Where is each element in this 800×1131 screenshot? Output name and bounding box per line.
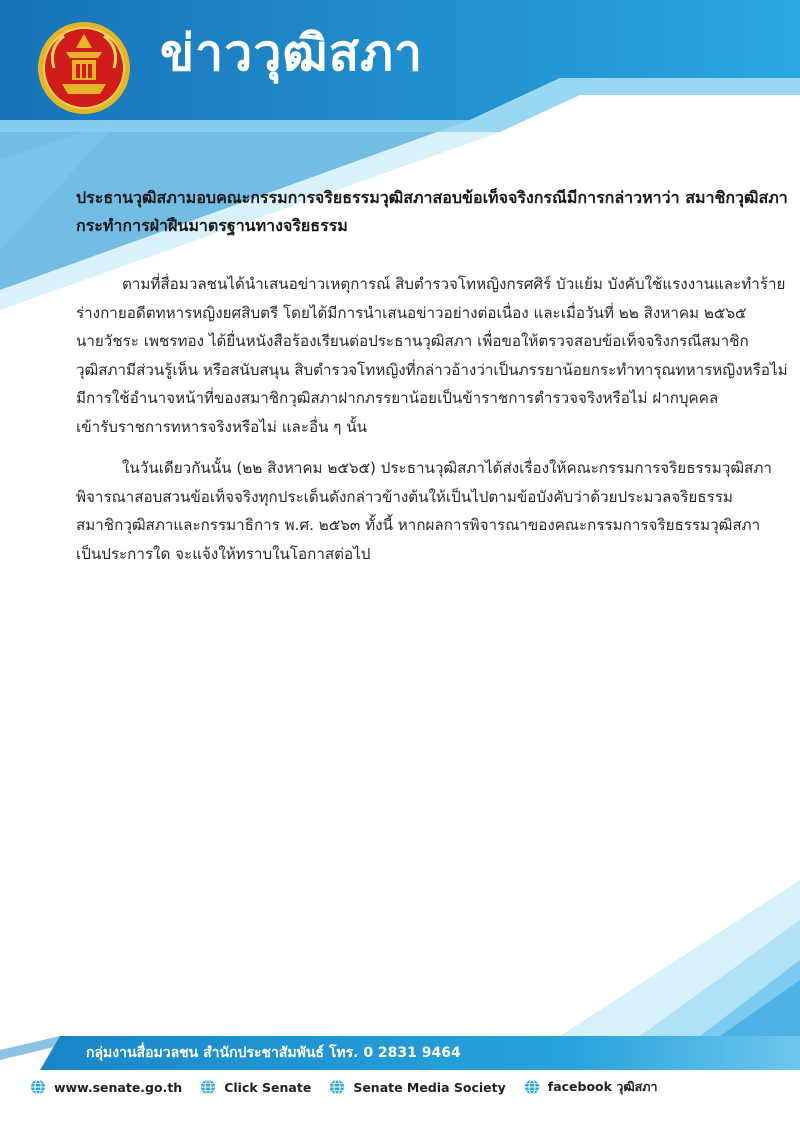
paragraph-line: เป็นประการใด จะแจ้งให้ทราบในโอกาสต่อไป bbox=[76, 544, 371, 563]
globe-icon bbox=[200, 1079, 216, 1095]
link-senate-media-society[interactable] bbox=[329, 1079, 505, 1095]
paragraph-2 bbox=[76, 454, 772, 568]
link-website[interactable] bbox=[30, 1079, 182, 1095]
paragraph-line: พิจารณาสอบสวนข้อเท็จจริงทุกประเด็นดังกล่าวข้างต้นให้เป็นไปตามข้อบังคับว่าด้วยประมวลจริยธรรม bbox=[76, 487, 733, 506]
footer-links bbox=[30, 1076, 676, 1098]
paragraph-line: วุฒิสภามีส่วนรู้เห็น หรือสนับสนุน สิบตำรวจโทหญิงที่กล่าวอ้างว่าเป็นภรรยาน้อยกระทำทารุณทหารหญิงหรือไม่ bbox=[76, 360, 788, 379]
paragraph-line: ร่างกายอดีตทหารหญิงยศสิบตรี โดยได้มีการนำเสนอข่าวอย่างต่อเนื่อง และเมื่อวันที่ ๒๒ สิงหาคม ๒๕๖๕ bbox=[76, 303, 747, 322]
link-click-senate[interactable] bbox=[200, 1079, 311, 1095]
article-title bbox=[76, 184, 788, 240]
paragraph-line: ในวันเดียวกันนั้น (๒๒ สิงหาคม ๒๕๖๕) ประธานวุฒิสภาได้ส่งเรื่องให้คณะกรรมการจริยธรรมวุฒิสภา bbox=[122, 459, 772, 477]
article-body bbox=[76, 270, 788, 581]
globe-icon bbox=[329, 1079, 345, 1095]
paragraph-line: นายวัชระ เพชรทอง ได้ยื่นหนังสือร้องเรียนต่อประธานวุฒิสภา เพื่อขอให้ตรวจสอบข้อเท็จจริงกรณีสมาชิก bbox=[76, 332, 749, 350]
link-label: facebook วุฒิสภา bbox=[547, 1079, 658, 1094]
senate-seal-logo bbox=[34, 18, 134, 118]
globe-icon bbox=[524, 1079, 540, 1095]
link-label: www.senate.go.th bbox=[54, 1079, 183, 1095]
paragraph-line: มีการใช้อำนาจหน้าที่ของสมาชิกวุฒิสภาฝากภรรยาน้อยเป็นข้าราชการตำรวจจริงหรือไม่ ฝากบุคคล bbox=[76, 389, 719, 407]
link-label: Senate Media Society bbox=[353, 1079, 506, 1095]
globe-icon bbox=[30, 1079, 46, 1095]
footer-contact: กลุ่มงานสื่อมวลชน สำนักประชาสัมพันธ์ โทร. 0 2831 9464 bbox=[86, 1045, 461, 1061]
paragraph-1 bbox=[76, 270, 788, 441]
article-title-line: ประธานวุฒิสภามอบคณะกรรมการจริยธรรมวุฒิสภาสอบข้อเท็จจริงกรณีมีการกล่าวหาว่า สมาชิกวุฒิสภา bbox=[76, 188, 788, 207]
paragraph-line: เข้ารับราชการทหารจริงหรือไม่ และอื่น ๆ นั้น bbox=[76, 417, 368, 436]
paragraph-line: สมาชิกวุฒิสภาและกรรมาธิการ พ.ศ. ๒๕๖๓ ทั้งนี้ หากผลการพิจารณาของคณะกรรมการจริยธรรมวุฒิสภา bbox=[76, 516, 761, 534]
link-label: Click Senate bbox=[224, 1079, 312, 1095]
article-title-line: กระทำการฝ่าฝืนมาตรฐานทางจริยธรรม bbox=[76, 216, 348, 235]
masthead-title: ข่าววุฒิสภา bbox=[160, 24, 424, 82]
paragraph-line: ตามที่สื่อมวลชนได้นำเสนอข่าวเหตุการณ์ สิบตำรวจโทหญิงกรศศิร์ บัวแย้ม บังคับใช้แรงงานและทำร้าย bbox=[122, 275, 786, 293]
link-facebook[interactable] bbox=[524, 1077, 658, 1097]
